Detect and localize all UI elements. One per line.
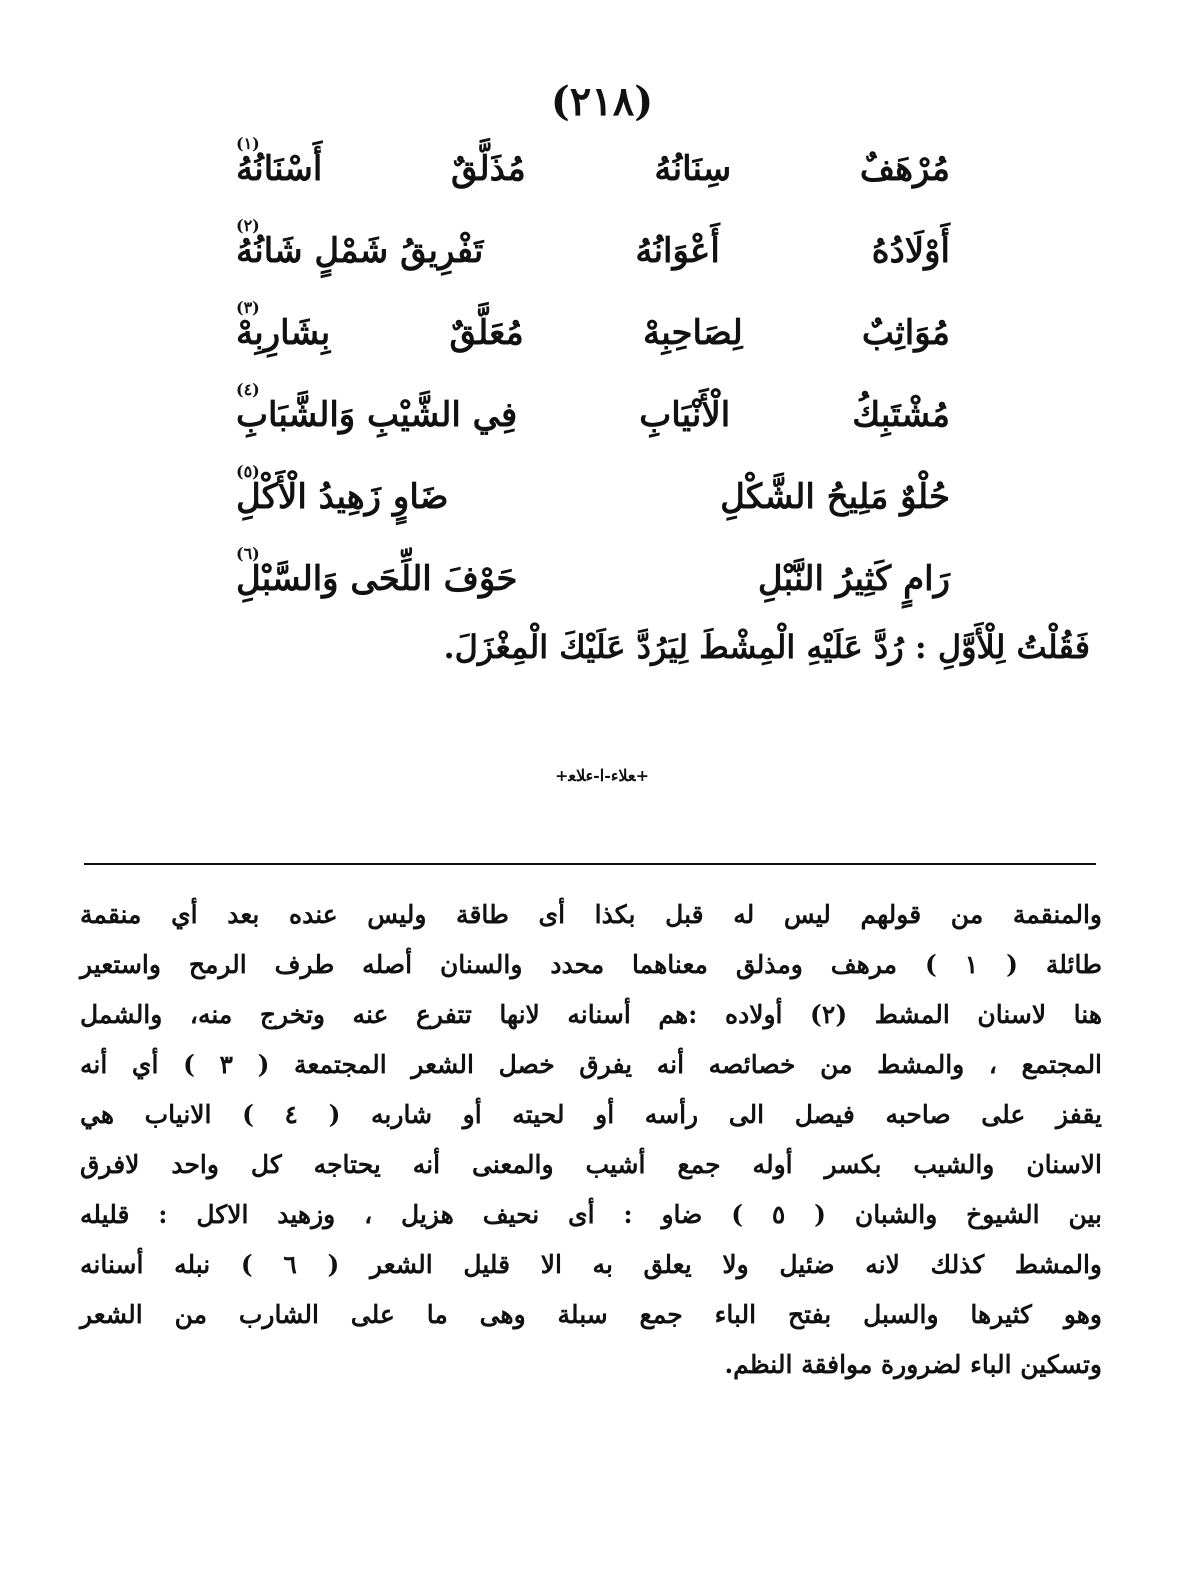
poem xyxy=(236,128,950,620)
verse-word: أَوْلَادُهُ xyxy=(871,231,950,271)
footnote-marker: (٦) xyxy=(236,544,260,563)
footnote-line: الاسنان والشيب بكسر أوله جمع أشيب والمعنى أنه يحتاجه كل واحد لافرق xyxy=(80,1150,1102,1179)
verse-word: مُرْهَفٌ xyxy=(859,149,950,189)
verse-word: بِشَارِبِهْ xyxy=(236,313,331,353)
verse-word: مُوَاثِبٌ xyxy=(861,313,950,353)
verse-word: سِنَانُهُ xyxy=(654,149,732,189)
footnotes xyxy=(80,890,1102,1390)
footnote-line: بين الشيوخ والشبان ( ٥ ) ضاو : أى نحيف هزيل ، وزهيد الاكل : قليله xyxy=(80,1200,1102,1229)
verse-1 xyxy=(236,128,950,210)
verse-2 xyxy=(236,210,950,292)
footnote-marker: (٣) xyxy=(236,298,260,317)
verse-word: فِي الشَّيْبِ وَالشَّبَابِ xyxy=(236,395,518,435)
footnote-line: طائلة ( ١ ) مرهف ومذلق معناهما محدد والسنان أصله طرف الرمح واستعير xyxy=(80,950,1103,979)
footnote-line: هنا لاسنان المشط (٢) أولاده :هم أسنانه لانها تتفرع عنه وتخرج منه، والشمل xyxy=(80,1000,1102,1029)
verse-word: الْأَنْيَابِ xyxy=(639,395,731,435)
verse-word: أَعْوَانُهُ xyxy=(635,231,720,271)
verse-word: رَامٍ كَثِيرُ النَّبْلِ xyxy=(757,559,950,599)
verse-6 xyxy=(236,538,950,620)
verse-4 xyxy=(236,374,950,456)
footnote-line: والمنقمة من قولهم ليس له قبل بكذا أى طاقة وليس عنده بعد أي منقمة xyxy=(80,900,1102,929)
verse-word: أَسْنَانُهُ xyxy=(236,149,323,189)
verse-word: حَوْفَ اللِّحَى وَالسَّبْلِ xyxy=(236,559,518,599)
verse-3 xyxy=(236,292,950,374)
footnote-line: وهو كثيرها والسبل بفتح الباء جمع سبلة وهى ما على الشارب من الشعر xyxy=(80,1300,1102,1329)
footnote-line: المجتمع ، والمشط من خصائصه أنه يفرق خصل الشعر المجتمعة ( ٣ ) أي أنه xyxy=(80,1050,1103,1079)
footnote-marker: (٢) xyxy=(236,216,260,235)
verse-word: مُشْتَبِكُ xyxy=(852,395,950,435)
verse-5 xyxy=(236,456,950,538)
verse-word: حُلْوٌ مَلِيحُ الشَّكْلِ xyxy=(720,477,950,517)
footnote-rule xyxy=(84,863,1096,865)
verse-word: مُعَلَّقٌ xyxy=(449,313,524,353)
footnote-marker: (٤) xyxy=(236,380,260,399)
verse-word: مُذَلَّقٌ xyxy=(450,149,526,189)
page-number: (٢١٨) xyxy=(550,78,654,125)
verse-word: تَفْرِيقُ شَمْلٍ شَانُهُ xyxy=(236,231,484,271)
verse-word: لِصَاحِبِهْ xyxy=(642,313,743,353)
footnote-line: والمشط كذلك لانه ضئيل ولا يعلق به الا قليل الشعر ( ٦ ) نبله أسنانه xyxy=(80,1250,1102,1279)
footnote-line: وتسكين الباء لضرورة موافقة النظم. xyxy=(724,1350,1102,1379)
footnote-line: يقفز على صاحبه فيصل الى رأسه أو لحيته أو شاربه ( ٤ ) الانياب هي xyxy=(80,1100,1102,1129)
verse-word: ضَاوٍ زَهِيدُ الْأَكْلِ xyxy=(236,477,449,517)
footnote-marker: (١) xyxy=(236,134,260,153)
ornament-divider: +ﻌﻼﺀ-ﺍ-ﺀﻼﻌ+ xyxy=(554,766,650,785)
closing-line: فَقُلْتُ لِلْأَوَّلِ : رُدَّ عَلَيْهِ الْمِشْطَ لِيَرُدَّ عَلَيْكَ الْمِغْزَلَ. xyxy=(443,628,1090,666)
footnote-marker: (٥) xyxy=(236,462,260,481)
